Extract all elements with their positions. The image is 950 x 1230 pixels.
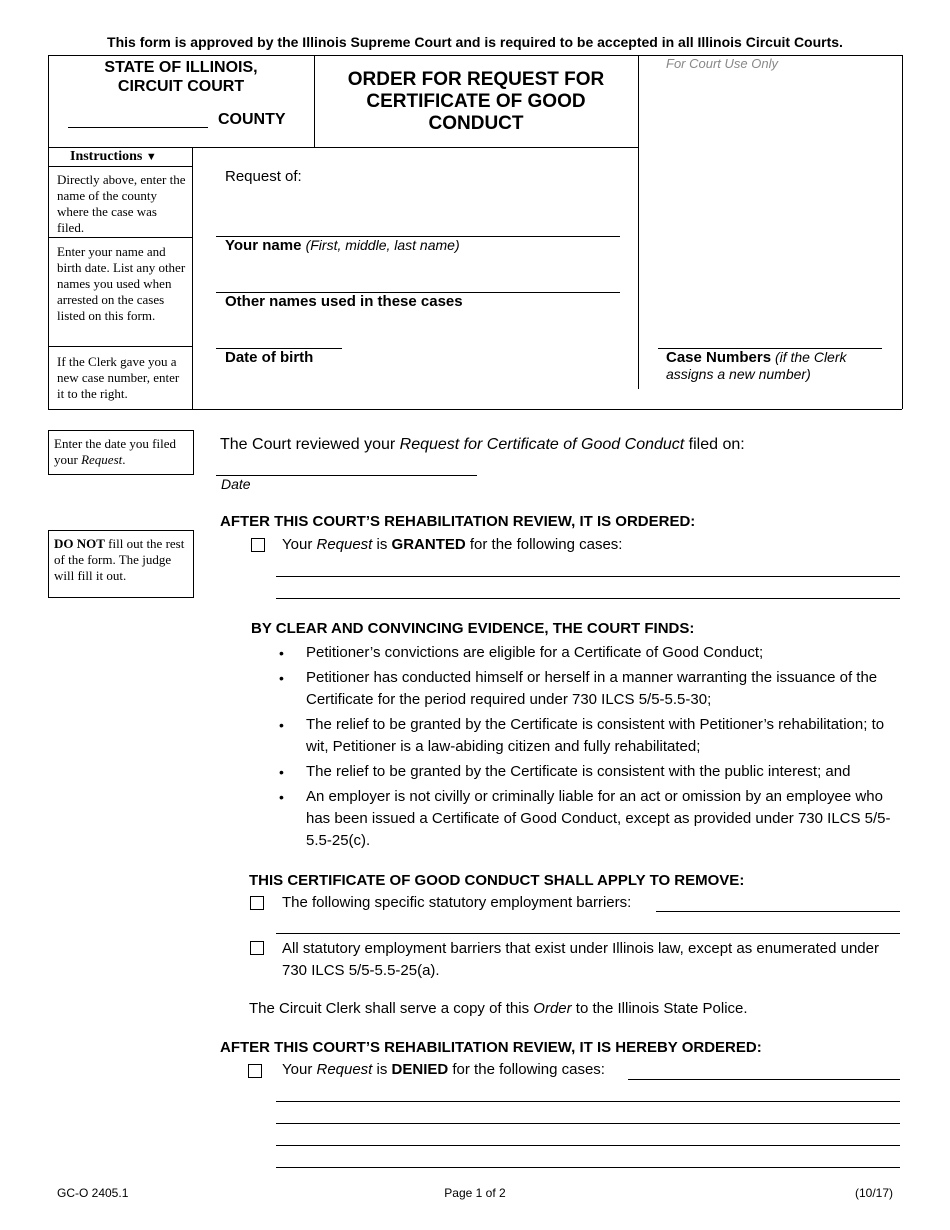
your-name-label-text: Your name xyxy=(225,237,302,254)
county-label: COUNTY xyxy=(218,111,286,128)
ordered-heading: AFTER THIS COURT’S REHABILITATION REVIEW, IT IS ORDERED: xyxy=(220,513,696,530)
header-left-line xyxy=(48,55,49,409)
reviewed-prefix: The Court reviewed your xyxy=(220,436,400,453)
instructions-label: Instructions xyxy=(70,149,143,164)
request-of-label: Request of: xyxy=(225,168,302,185)
granted-pre: Your xyxy=(282,536,317,553)
do-not-rest: fill out the rest of the form. The judge will fill it out. xyxy=(54,536,185,583)
your-name-hint: (First, middle, last name) xyxy=(305,237,460,253)
finding-item: • Petitioner’s convictions are eligible for a Certificate of Good Conduct; xyxy=(306,642,896,664)
date-instruction-suffix: . xyxy=(122,452,126,467)
title-left-divider xyxy=(314,55,315,147)
form-title: ORDER FOR REQUEST FOR CERTIFICATE OF GOOD CONDUCT xyxy=(347,69,605,134)
denied-cases-line-5[interactable] xyxy=(276,1167,900,1168)
triangle-down-icon: ▼ xyxy=(145,151,157,163)
your-name-label xyxy=(225,237,460,254)
court-use-label: For Court Use Only xyxy=(666,56,778,71)
clerk-suffix: to the Illinois State Police. xyxy=(571,1000,748,1017)
court-use-divider xyxy=(638,55,639,389)
denied-is: is xyxy=(372,1061,392,1078)
date-instruction-prefix: Enter the date you filed your xyxy=(54,436,177,467)
case-numbers-label xyxy=(666,349,886,383)
instructions-divider xyxy=(192,147,193,409)
page-number: Page 1 of 2 xyxy=(444,1186,506,1200)
date-label: Date xyxy=(221,476,251,492)
hereby-ordered-heading: AFTER THIS COURT’S REHABILITATION REVIEW, IT IS HEREBY ORDERED: xyxy=(220,1039,762,1056)
header-right-line xyxy=(902,55,903,409)
denied-cases-line-3[interactable] xyxy=(276,1123,900,1124)
case-numbers-label-text: Case Numbers xyxy=(666,349,772,366)
clerk-italic: Order xyxy=(533,1000,572,1017)
instruction-separator-2 xyxy=(48,237,192,238)
denied-cases-line-1[interactable] xyxy=(628,1079,900,1080)
county-instruction: Directly above, enter the name of the county where the case was filed. xyxy=(57,172,186,235)
granted-cases-line-1[interactable] xyxy=(276,576,900,577)
case-number-instruction: If the Clerk gave you a new case number, enter it to the right. xyxy=(57,354,180,401)
denied-word: DENIED xyxy=(391,1061,449,1078)
remove-heading: THIS CERTIFICATE OF GOOD CONDUCT SHALL APPLY TO REMOVE: xyxy=(249,872,745,889)
do-not-bold: DO NOT xyxy=(54,536,105,551)
reviewed-italic: Request for Certificate of Good Conduct xyxy=(399,436,685,453)
granted-is: is xyxy=(372,536,392,553)
denied-request: Request xyxy=(316,1061,373,1078)
state-line: STATE OF ILLINOIS, xyxy=(104,59,258,76)
denied-statement xyxy=(282,1061,605,1078)
finding-item: • An employer is not civilly or criminally liable for an act or omission by an employee who has been issued a Certificate of Good Conduct, except as provided under 730 ILCS 5/5-5.5-25(c). xyxy=(306,786,896,852)
denied-cases-line-2[interactable] xyxy=(276,1101,900,1102)
granted-request: Request xyxy=(316,536,373,553)
reviewed-suffix: filed on: xyxy=(684,436,745,453)
findings-list-container xyxy=(306,642,896,855)
date-instruction xyxy=(54,436,190,468)
header-mid-line xyxy=(48,147,638,148)
instruction-separator-1 xyxy=(48,166,192,167)
granted-word: GRANTED xyxy=(391,536,466,553)
do-not-instruction xyxy=(54,536,190,584)
date-of-birth-label: Date of birth xyxy=(225,349,314,366)
denied-post: for the following cases: xyxy=(448,1061,605,1078)
denied-cases-line-4[interactable] xyxy=(276,1145,900,1146)
date-instruction-italic: Request xyxy=(81,452,123,467)
findings-list xyxy=(306,642,896,852)
instructions-heading xyxy=(70,149,157,165)
revision-date: (10/17) xyxy=(854,1186,893,1200)
county-field[interactable] xyxy=(68,127,208,128)
finding-item: • The relief to be granted by the Certificate is consistent with the public interest; and xyxy=(306,761,896,783)
granted-checkbox[interactable] xyxy=(251,538,265,552)
approval-notice: This form is approved by the Illinois Supreme Court and is required to be accepted in all Illinois Circuit Courts. xyxy=(107,34,843,50)
denied-checkbox[interactable] xyxy=(248,1064,262,1078)
instruction-separator-3 xyxy=(48,346,192,347)
form-number: GC-O 2405.1 xyxy=(57,1186,129,1200)
reviewed-statement xyxy=(220,436,745,454)
specific-barriers-line-2[interactable] xyxy=(276,933,900,934)
denied-pre: Your xyxy=(282,1061,317,1078)
finding-item: • Petitioner has conducted himself or herself in a manner warranting the issuance of the Certificate for the period required under 730 ILCS 5/5-5.5-30; xyxy=(306,667,896,711)
clerk-statement xyxy=(249,1000,748,1017)
name-instruction: Enter your name and birth date. List any other names you used when arrested on the cases listed on this form. xyxy=(57,244,186,323)
all-barriers-checkbox[interactable] xyxy=(250,941,264,955)
clerk-prefix: The Circuit Clerk shall serve a copy of this xyxy=(249,1000,534,1017)
finding-item: • The relief to be granted by the Certificate is consistent with Petitioner’s rehabilitation; to wit, Petitioner is a law-abiding citizen and fully rehabilitated; xyxy=(306,714,896,758)
header-bottom-line xyxy=(48,409,902,410)
granted-cases-line-2[interactable] xyxy=(276,598,900,599)
specific-barriers-line-1[interactable] xyxy=(656,911,900,912)
finds-heading: BY CLEAR AND CONVINCING EVIDENCE, THE COURT FINDS: xyxy=(251,620,695,637)
case-numbers-hint: (if the Clerk assigns a new number) xyxy=(666,349,847,382)
filed-date-field[interactable] xyxy=(216,475,477,476)
specific-barriers-label: The following specific statutory employment barriers: xyxy=(282,894,632,911)
granted-post: for the following cases: xyxy=(465,536,623,553)
specific-barriers-checkbox[interactable] xyxy=(250,896,264,910)
state-court-heading xyxy=(48,58,314,96)
other-names-label: Other names used in these cases xyxy=(225,293,463,310)
court-line: CIRCUIT COURT xyxy=(117,78,245,95)
granted-statement xyxy=(282,536,622,553)
all-barriers-label: All statutory employment barriers that exist under Illinois law, except as enumerated under 730 ILCS 5/5-5.5-25(a). xyxy=(282,940,879,979)
